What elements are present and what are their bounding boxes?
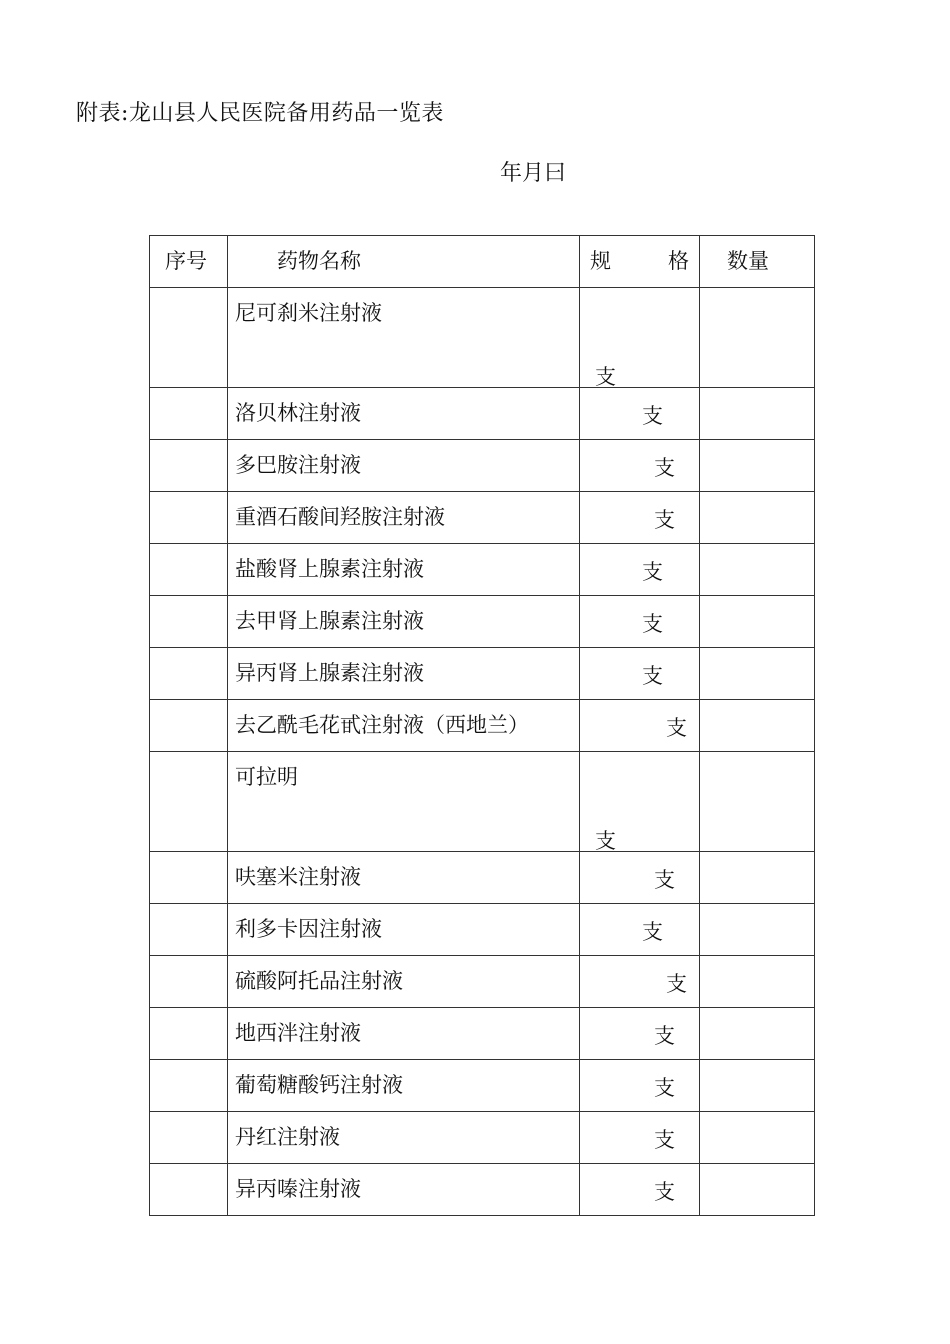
name-cell — [228, 1060, 580, 1112]
unit-label: 支 — [666, 716, 687, 740]
drug-name: 可拉明 — [235, 765, 298, 789]
name-cell — [228, 544, 580, 596]
seq-cell — [150, 1112, 228, 1164]
seq-cell — [150, 700, 228, 752]
qty-cell — [700, 1060, 815, 1112]
qty-cell — [700, 956, 815, 1008]
header-name-label: 药物名称 — [277, 249, 361, 273]
table-header-row — [150, 236, 815, 288]
seq-cell — [150, 1060, 228, 1112]
unit-cell — [580, 904, 700, 956]
table-row — [150, 440, 815, 492]
qty-cell — [700, 492, 815, 544]
drug-name: 多巴胺注射液 — [235, 453, 361, 477]
unit-label: 支 — [642, 404, 663, 428]
unit-label: 支 — [642, 612, 663, 636]
unit-label: 支 — [642, 664, 663, 688]
header-spec-label — [590, 245, 689, 275]
drug-list-table — [149, 235, 815, 1216]
seq-cell — [150, 752, 228, 852]
name-cell — [228, 956, 580, 1008]
name-cell — [228, 752, 580, 852]
qty-cell — [700, 852, 815, 904]
unit-cell — [580, 596, 700, 648]
drug-name: 葡萄糖酸钙注射液 — [235, 1073, 403, 1097]
name-cell — [228, 1164, 580, 1216]
unit-cell — [580, 492, 700, 544]
unit-cell — [580, 440, 700, 492]
seq-cell — [150, 596, 228, 648]
unit-cell — [580, 544, 700, 596]
drug-name: 尼可刹米注射液 — [235, 301, 382, 325]
table-row — [150, 752, 815, 852]
unit-cell — [580, 1112, 700, 1164]
table-row — [150, 700, 815, 752]
unit-label: 支 — [595, 829, 616, 853]
unit-label: 支 — [642, 560, 663, 584]
drug-name: 去乙酰毛花甙注射液（西地兰） — [235, 713, 529, 737]
table-row — [150, 492, 815, 544]
table-row — [150, 1008, 815, 1060]
header-spec-left: 规 — [590, 249, 611, 273]
drug-name: 呋塞米注射液 — [235, 865, 361, 889]
unit-label: 支 — [654, 456, 675, 480]
seq-cell — [150, 1008, 228, 1060]
seq-cell — [150, 492, 228, 544]
qty-cell — [700, 1112, 815, 1164]
drug-name: 异丙肾上腺素注射液 — [235, 661, 424, 685]
unit-label: 支 — [666, 972, 687, 996]
name-cell — [228, 700, 580, 752]
unit-cell — [580, 288, 700, 388]
drug-name: 洛贝林注射液 — [235, 401, 361, 425]
header-spec-right: 格 — [668, 249, 689, 273]
seq-cell — [150, 544, 228, 596]
drug-name: 丹红注射液 — [235, 1125, 340, 1149]
unit-label: 支 — [654, 1180, 675, 1204]
seq-cell — [150, 388, 228, 440]
unit-cell — [580, 388, 700, 440]
drug-name: 地西泮注射液 — [235, 1021, 361, 1045]
name-cell — [228, 440, 580, 492]
name-cell — [228, 648, 580, 700]
qty-cell — [700, 648, 815, 700]
unit-cell — [580, 648, 700, 700]
table-row — [150, 1060, 815, 1112]
header-cell-seq — [150, 236, 228, 288]
date-line: 年月曰 — [500, 161, 567, 186]
table-row — [150, 648, 815, 700]
table-row — [150, 1164, 815, 1216]
seq-cell — [150, 288, 228, 388]
qty-cell — [700, 1164, 815, 1216]
unit-cell — [580, 956, 700, 1008]
name-cell — [228, 492, 580, 544]
unit-label: 支 — [654, 1024, 675, 1048]
drug-name: 重酒石酸间羟胺注射液 — [235, 505, 445, 529]
table-row — [150, 1112, 815, 1164]
unit-label: 支 — [595, 365, 616, 389]
unit-cell — [580, 1164, 700, 1216]
qty-cell — [700, 544, 815, 596]
header-cell-name — [228, 236, 580, 288]
unit-cell — [580, 1008, 700, 1060]
name-cell — [228, 388, 580, 440]
drug-name: 盐酸肾上腺素注射液 — [235, 557, 424, 581]
unit-label: 支 — [654, 1076, 675, 1100]
name-cell — [228, 1008, 580, 1060]
unit-cell — [580, 700, 700, 752]
table-row — [150, 852, 815, 904]
name-cell — [228, 596, 580, 648]
qty-cell — [700, 288, 815, 388]
seq-cell — [150, 1164, 228, 1216]
table-row — [150, 544, 815, 596]
unit-label: 支 — [654, 868, 675, 892]
seq-cell — [150, 956, 228, 1008]
qty-cell — [700, 596, 815, 648]
header-cell-spec — [580, 236, 700, 288]
name-cell — [228, 904, 580, 956]
unit-cell — [580, 1060, 700, 1112]
drug-name: 异丙嗪注射液 — [235, 1177, 361, 1201]
unit-label: 支 — [642, 920, 663, 944]
unit-cell — [580, 852, 700, 904]
seq-cell — [150, 648, 228, 700]
qty-cell — [700, 904, 815, 956]
header-seq-label: 序号 — [165, 249, 207, 273]
table-row — [150, 596, 815, 648]
header-qty-label: 数量 — [727, 249, 769, 273]
unit-label: 支 — [654, 508, 675, 532]
table-row — [150, 388, 815, 440]
name-cell — [228, 1112, 580, 1164]
unit-label: 支 — [654, 1128, 675, 1152]
qty-cell — [700, 388, 815, 440]
qty-cell — [700, 752, 815, 852]
drug-name: 硫酸阿托品注射液 — [235, 969, 403, 993]
seq-cell — [150, 440, 228, 492]
seq-cell — [150, 852, 228, 904]
table-row — [150, 288, 815, 388]
drug-name: 利多卡因注射液 — [235, 917, 382, 941]
unit-cell — [580, 752, 700, 852]
document-title: 附表:龙山县人民医院备用药品一览表 — [76, 101, 444, 126]
name-cell — [228, 288, 580, 388]
header-cell-qty — [700, 236, 815, 288]
drug-name: 去甲肾上腺素注射液 — [235, 609, 424, 633]
name-cell — [228, 852, 580, 904]
qty-cell — [700, 440, 815, 492]
table-row — [150, 904, 815, 956]
qty-cell — [700, 700, 815, 752]
table-row — [150, 956, 815, 1008]
seq-cell — [150, 904, 228, 956]
qty-cell — [700, 1008, 815, 1060]
